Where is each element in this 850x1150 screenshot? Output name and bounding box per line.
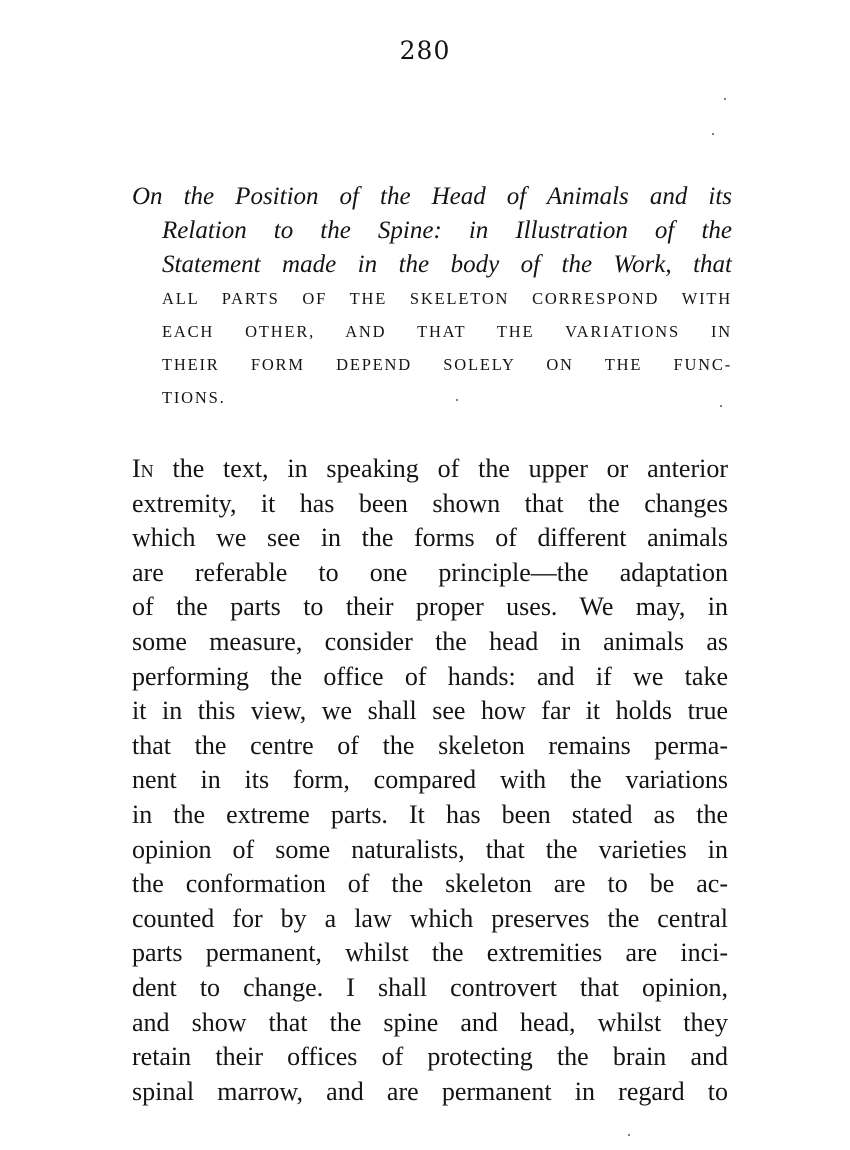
body-line: dent to change. I shall controvert that opinion,: [132, 972, 728, 1002]
body-line: extremity, it has been shown that the changes: [132, 488, 728, 518]
body-line: and show that the spine and head, whilst they: [132, 1007, 728, 1037]
scan-speck: [720, 405, 722, 407]
body-line: [132, 452, 728, 487]
body-line: counted for by a law which preserves the central: [132, 903, 728, 933]
scan-speck: [712, 133, 714, 135]
body-line: spinal marrow, and are permanent in regard to: [132, 1076, 728, 1106]
opening-word: In: [132, 454, 154, 483]
body-line: some measure, consider the head in animals as: [132, 626, 728, 656]
body-line: of the parts to their proper uses. We may, in: [132, 592, 728, 622]
heading-italic-line: On the Position of the Head of Animals and its: [132, 183, 732, 210]
body-line: parts permanent, whilst the extremities are inci-: [132, 938, 728, 968]
page-number: 280: [399, 36, 451, 65]
heading-caps-line: ALL PARTS OF THE SKELETON CORRESPOND WITH: [162, 289, 732, 308]
body-line: performing the office of hands: and if we take: [132, 661, 728, 691]
scan-speck: [456, 399, 458, 401]
scan-speck: [628, 1134, 630, 1136]
section-heading: [132, 180, 732, 414]
heading-caps-line: EACH OTHER, AND THAT THE VARIATIONS IN: [162, 322, 732, 341]
body-line: retain their offices of protecting the brain and: [132, 1042, 728, 1072]
body-line: the conformation of the skeleton are to be ac-: [132, 869, 728, 899]
heading-caps-line: TIONS.: [162, 388, 226, 407]
body-line: in the extreme parts. It has been stated as the: [132, 799, 728, 829]
scan-speck: [724, 98, 726, 100]
body-line: which we see in the forms of different animals: [132, 523, 728, 553]
heading-caps-line: THEIR FORM DEPEND SOLELY ON THE FUNC-: [162, 355, 732, 374]
body-line: nent in its form, compared with the variations: [132, 765, 728, 795]
body-paragraph: [132, 452, 728, 1109]
body-line: it in this view, we shall see how far it holds true: [132, 696, 728, 726]
body-line: are referable to one principle—the adaptation: [132, 557, 728, 587]
body-line: that the centre of the skeleton remains perma-: [132, 730, 728, 760]
body-line-text: the text, in speaking of the upper or anterior: [153, 454, 728, 483]
body-line: opinion of some naturalists, that the varieties in: [132, 834, 728, 864]
heading-italic-line: Statement made in the body of the Work, that: [162, 251, 732, 278]
heading-italic-line: Relation to the Spine: in Illustration of the: [162, 217, 732, 244]
